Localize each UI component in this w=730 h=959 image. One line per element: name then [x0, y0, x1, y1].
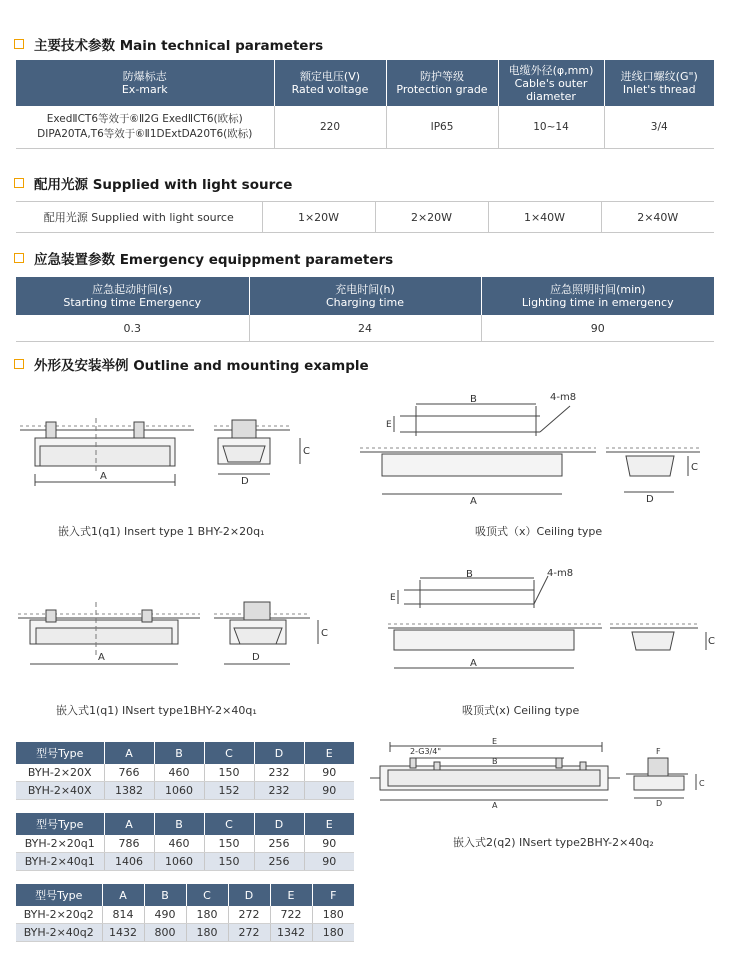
dim-label-d: D — [252, 652, 260, 663]
header-voltage: 额定电压(V) Rated voltage — [274, 60, 386, 106]
dim-label-c: C — [708, 636, 715, 647]
cell-type: BYH-2×20q1 — [16, 835, 104, 853]
cell-light-value: 2×40W — [601, 202, 714, 233]
cell-d: 232 — [254, 782, 304, 800]
cell-type: BYH-2×20q2 — [16, 906, 102, 924]
drawing-insert-40 — [18, 598, 348, 678]
header-d: D — [254, 742, 304, 764]
header-cable: 电缆外径(φ,mm) Cable's outer diameter — [498, 60, 604, 106]
dim-label-a: A — [98, 652, 105, 663]
header-b: B — [154, 813, 204, 835]
table-row — [16, 853, 354, 871]
cell-d: 232 — [254, 764, 304, 782]
header-c: C — [186, 884, 228, 906]
header-type: 型号Type — [16, 813, 104, 835]
cell-a: 1382 — [104, 782, 154, 800]
table-row — [16, 315, 714, 342]
dim-label-bolts: 4-m8 — [550, 392, 577, 403]
table-header-row — [16, 742, 354, 764]
section-title: 主要技术参数 Main technical parameters — [34, 38, 324, 54]
cell-cable: 10~14 — [498, 106, 604, 149]
header-c: C — [204, 742, 254, 764]
header-exmark: 防爆标志 Ex-mark — [16, 60, 274, 106]
header-d: D — [254, 813, 304, 835]
cell-a: 766 — [104, 764, 154, 782]
section-title: 配用光源 Supplied with light source — [34, 177, 293, 193]
cell-a: 1432 — [102, 924, 144, 942]
table-row — [16, 202, 714, 233]
table-row — [16, 835, 354, 853]
dim-label-a: A — [100, 471, 107, 482]
cell-c: 150 — [204, 835, 254, 853]
dim-label-d: D — [656, 799, 663, 808]
dim-label-e: E — [492, 737, 498, 746]
header-d: D — [228, 884, 270, 906]
table-row — [16, 782, 354, 800]
dim-label-b: B — [466, 569, 473, 580]
cell-b: 1060 — [154, 853, 204, 871]
cell-b: 800 — [144, 924, 186, 942]
drawing-ceiling-2 — [388, 568, 718, 678]
cell-type: BYH-2×40q2 — [16, 924, 102, 942]
dim-label-c: C — [691, 462, 698, 473]
cell-start-time: 0.3 — [16, 315, 249, 342]
header-b: B — [144, 884, 186, 906]
dim-table-q1 — [16, 813, 354, 871]
cell-c: 180 — [186, 924, 228, 942]
cell-b: 460 — [154, 835, 204, 853]
cell-e: 1342 — [270, 924, 312, 942]
cell-protection: IP65 — [386, 106, 498, 149]
cell-c: 150 — [204, 853, 254, 871]
header-a: A — [104, 742, 154, 764]
cell-e: 90 — [304, 835, 354, 853]
header-charge-time: 充电时间(h) Charging time — [249, 277, 481, 315]
header-start-time: 应急起动时间(s) Starting time Emergency — [16, 277, 249, 315]
bullet-square-icon — [14, 39, 24, 49]
drawing-insert-q2 — [370, 737, 720, 810]
cell-b: 460 — [154, 764, 204, 782]
bullet-square-icon — [14, 359, 24, 369]
table-header-row — [16, 277, 714, 315]
caption-insert-20: 嵌入式1(q1) Insert type 1 BHY-2×20q₁ — [58, 525, 265, 538]
cell-voltage: 220 — [274, 106, 386, 149]
cell-e: 90 — [304, 853, 354, 871]
cell-c: 150 — [204, 764, 254, 782]
cell-light-value: 1×40W — [488, 202, 601, 233]
header-b: B — [154, 742, 204, 764]
dim-label-c: C — [699, 779, 705, 788]
caption-insert-40: 嵌入式1(q1) INsert type1BHY-2×40q₁ — [56, 704, 257, 717]
cell-e: 722 — [270, 906, 312, 924]
caption-ceiling-1: 吸顶式（x）Ceiling type — [475, 525, 603, 538]
header-e: E — [270, 884, 312, 906]
cell-f: 180 — [312, 906, 354, 924]
table-row — [16, 764, 354, 782]
bullet-square-icon — [14, 253, 24, 263]
table-row — [16, 906, 354, 924]
dim-label-e: E — [386, 420, 392, 430]
cell-a: 814 — [102, 906, 144, 924]
table-header-row — [16, 813, 354, 835]
dim-label-a: A — [470, 658, 477, 669]
header-e: E — [304, 742, 354, 764]
section-title: 应急装置参数 Emergency equippment parameters — [34, 252, 394, 268]
cell-light-label: 配用光源 Supplied with light source — [16, 202, 262, 233]
dim-label-b: B — [492, 757, 498, 766]
dim-label-a: A — [470, 496, 477, 507]
section-emergency — [14, 248, 393, 268]
header-type: 型号Type — [16, 742, 104, 764]
dim-table-q2 — [16, 884, 354, 942]
caption-insert-q2: 嵌入式2(q2) INsert type2BHY-2×40q₂ — [453, 836, 654, 849]
emergency-table — [16, 277, 714, 342]
cell-f: 180 — [312, 924, 354, 942]
dim-label-c: C — [321, 628, 328, 639]
cell-type: BYH-2×40q1 — [16, 853, 104, 871]
section-outline — [14, 354, 369, 374]
cell-c: 180 — [186, 906, 228, 924]
cell-exmark: ExedⅡCT6等效于⑥Ⅱ2G ExedⅡCT6(欧标) DIPA20TA,T6等效于⑥Ⅱ1DExtDA20T6(欧标) — [16, 106, 274, 149]
header-c: C — [204, 813, 254, 835]
header-thread: 进线口螺纹(G") Inlet's thread — [604, 60, 714, 106]
dim-label-a: A — [492, 801, 498, 810]
cell-b: 1060 — [154, 782, 204, 800]
dim-label-d: D — [646, 494, 654, 505]
cell-d: 272 — [228, 924, 270, 942]
dim-label-c: C — [303, 446, 310, 457]
cell-light-time: 90 — [481, 315, 714, 342]
cell-a: 786 — [104, 835, 154, 853]
dim-label-e: E — [390, 593, 396, 603]
dim-label-d: D — [241, 476, 249, 487]
cell-light-value: 2×20W — [375, 202, 488, 233]
cell-e: 90 — [304, 782, 354, 800]
section-light-source — [14, 173, 292, 193]
header-f: F — [312, 884, 354, 906]
table-header-row — [16, 60, 714, 106]
cell-c: 152 — [204, 782, 254, 800]
section-title: 外形及安装举例 Outline and mounting example — [34, 358, 369, 374]
dim-label-f: F — [656, 747, 661, 756]
cell-charge-time: 24 — [249, 315, 481, 342]
table-row — [16, 924, 354, 942]
table-row — [16, 106, 714, 149]
cell-type: BYH-2×40X — [16, 782, 104, 800]
cell-d: 256 — [254, 853, 304, 871]
header-a: A — [102, 884, 144, 906]
cell-b: 490 — [144, 906, 186, 924]
dim-table-x — [16, 742, 354, 800]
section-main-params — [14, 34, 323, 54]
header-protection: 防护等级 Protection grade — [386, 60, 498, 106]
light-source-table — [16, 201, 714, 233]
dim-label-thread: 2-G3/4" — [410, 747, 442, 756]
drawing-insert-20 — [20, 408, 350, 498]
caption-ceiling-2: 吸顶式(x) Ceiling type — [462, 704, 580, 717]
header-type: 型号Type — [16, 884, 102, 906]
bullet-square-icon — [14, 178, 24, 188]
cell-thread: 3/4 — [604, 106, 714, 149]
header-e: E — [304, 813, 354, 835]
drawing-ceiling-1 — [360, 392, 720, 512]
cell-type: BYH-2×20X — [16, 764, 104, 782]
header-a: A — [104, 813, 154, 835]
cell-d: 272 — [228, 906, 270, 924]
dim-label-b: B — [470, 394, 477, 405]
cell-a: 1406 — [104, 853, 154, 871]
cell-d: 256 — [254, 835, 304, 853]
table-header-row — [16, 884, 354, 906]
cell-e: 90 — [304, 764, 354, 782]
cell-light-value: 1×20W — [262, 202, 375, 233]
header-light-time: 应急照明时间(min) Lighting time in emergency — [481, 277, 714, 315]
dim-label-bolts: 4-m8 — [547, 568, 574, 579]
main-params-table — [16, 60, 714, 149]
